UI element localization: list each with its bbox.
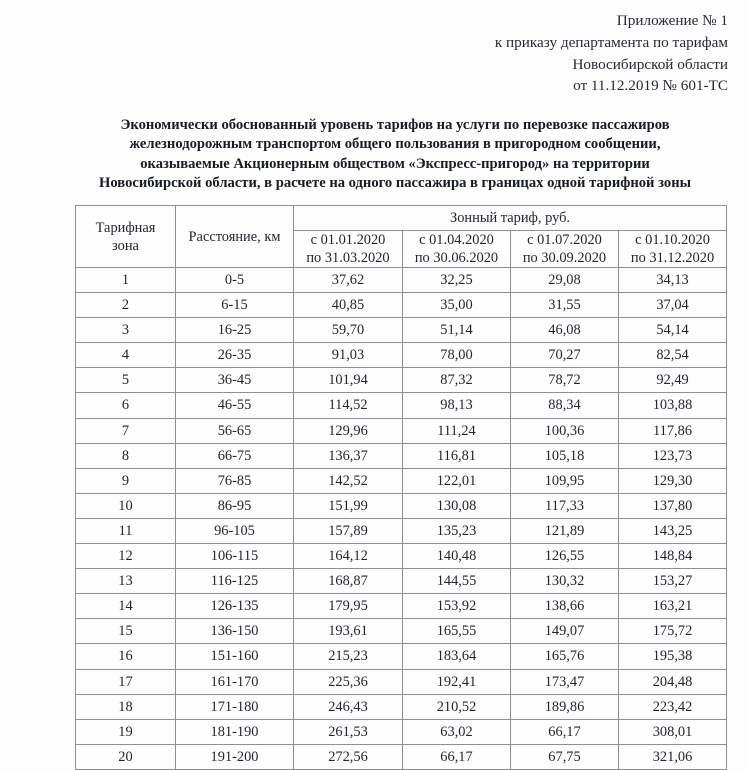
column-header-tariff-zone <box>76 206 176 268</box>
cell-p3: 70,27 <box>511 343 619 368</box>
cell-p1: 246,43 <box>294 694 403 719</box>
table-row <box>76 393 727 418</box>
cell-p2: 135,23 <box>403 518 511 543</box>
cell-p4: 321,06 <box>619 744 727 769</box>
column-header-tariff-zone-line-2: зона <box>112 237 139 254</box>
cell-zone: 10 <box>76 493 176 518</box>
table-row <box>76 318 727 343</box>
cell-p2: 51,14 <box>403 318 511 343</box>
cell-p2: 63,02 <box>403 719 511 744</box>
cell-p3: 138,66 <box>511 594 619 619</box>
cell-p1: 142,52 <box>294 468 403 493</box>
cell-distance: 151-160 <box>176 644 294 669</box>
cell-p4: 308,01 <box>619 719 727 744</box>
table-row <box>76 544 727 569</box>
table-row <box>76 694 727 719</box>
column-header-period-3 <box>511 231 619 268</box>
cell-p3: 117,33 <box>511 493 619 518</box>
cell-zone: 4 <box>76 343 176 368</box>
cell-p1: 101,94 <box>294 368 403 393</box>
cell-zone: 14 <box>76 594 176 619</box>
table-row <box>76 268 727 293</box>
cell-p2: 192,41 <box>403 669 511 694</box>
cell-distance: 161-170 <box>176 669 294 694</box>
cell-distance: 36-45 <box>176 368 294 393</box>
period-4-from: с 01.10.2020 <box>635 232 710 248</box>
cell-distance: 171-180 <box>176 694 294 719</box>
cell-zone: 2 <box>76 293 176 318</box>
cell-p2: 66,17 <box>403 744 511 769</box>
period-2-to: по 30.06.2020 <box>414 250 499 266</box>
period-3-to: по 30.09.2020 <box>522 250 607 266</box>
table-row <box>76 669 727 694</box>
cell-distance: 96-105 <box>176 518 294 543</box>
period-1-from: с 01.01.2020 <box>310 232 386 248</box>
cell-p3: 67,75 <box>511 744 619 769</box>
column-header-tariff-zone-line-1: Тарифная <box>95 219 156 236</box>
cell-p1: 164,12 <box>294 544 403 569</box>
cell-p4: 103,88 <box>619 393 727 418</box>
cell-p1: 59,70 <box>294 318 403 343</box>
cell-distance: 46-55 <box>176 393 294 418</box>
cell-p3: 173,47 <box>511 669 619 694</box>
cell-p2: 98,13 <box>403 393 511 418</box>
cell-p1: 129,96 <box>294 418 403 443</box>
table-row <box>76 518 727 543</box>
cell-p4: 37,04 <box>619 293 727 318</box>
period-3-from: с 01.07.2020 <box>527 232 602 248</box>
cell-p4: 175,72 <box>619 619 727 644</box>
cell-distance: 136-150 <box>176 619 294 644</box>
cell-zone: 11 <box>76 518 176 543</box>
cell-distance: 86-95 <box>176 493 294 518</box>
table-row <box>76 594 727 619</box>
cell-p4: 204,48 <box>619 669 727 694</box>
cell-distance: 26-35 <box>176 343 294 368</box>
cell-p3: 109,95 <box>511 468 619 493</box>
cell-distance: 0-5 <box>176 268 294 293</box>
cell-distance: 181-190 <box>176 719 294 744</box>
cell-p4: 54,14 <box>619 318 727 343</box>
cell-p2: 111,24 <box>403 418 511 443</box>
period-2-from: с 01.04.2020 <box>419 232 494 248</box>
cell-p4: 223,42 <box>619 694 727 719</box>
cell-p4: 195,38 <box>619 644 727 669</box>
period-4-to: по 31.12.2020 <box>630 250 715 266</box>
cell-zone: 17 <box>76 669 176 694</box>
document-title-line-3: оказываемые Акционерным обществом «Экспресс-пригород» на территории <box>140 155 650 172</box>
cell-distance: 6-15 <box>176 293 294 318</box>
table-header-row-1 <box>76 206 727 231</box>
table-row <box>76 468 727 493</box>
cell-p3: 149,07 <box>511 619 619 644</box>
column-header-period-1 <box>294 231 403 268</box>
cell-p4: 117,86 <box>619 418 727 443</box>
cell-distance: 116-125 <box>176 569 294 594</box>
cell-distance: 56-65 <box>176 418 294 443</box>
cell-p4: 34,13 <box>619 268 727 293</box>
table-row <box>76 368 727 393</box>
cell-p2: 32,25 <box>403 268 511 293</box>
cell-distance: 126-135 <box>176 594 294 619</box>
cell-p3: 189,86 <box>511 694 619 719</box>
cell-zone: 20 <box>76 744 176 769</box>
appendix-line-4: от 11.12.2019 № 601-ТС <box>573 77 728 95</box>
cell-p1: 40,85 <box>294 293 403 318</box>
cell-p1: 225,36 <box>294 669 403 694</box>
table-header <box>76 206 727 268</box>
cell-p1: 136,37 <box>294 443 403 468</box>
cell-p1: 272,56 <box>294 744 403 769</box>
cell-p4: 153,27 <box>619 569 727 594</box>
tariff-table <box>75 205 727 770</box>
table-row <box>76 343 727 368</box>
cell-p3: 88,34 <box>511 393 619 418</box>
cell-p3: 130,32 <box>511 569 619 594</box>
cell-zone: 16 <box>76 644 176 669</box>
cell-p4: 163,21 <box>619 594 727 619</box>
cell-p4: 137,80 <box>619 493 727 518</box>
cell-p4: 92,49 <box>619 368 727 393</box>
cell-zone: 18 <box>76 694 176 719</box>
appendix-reference-block <box>308 10 728 97</box>
document-title <box>62 116 728 194</box>
cell-p3: 100,36 <box>511 418 619 443</box>
appendix-line-1: Приложение № 1 <box>616 12 728 29</box>
cell-zone: 1 <box>76 268 176 293</box>
cell-zone: 6 <box>76 393 176 418</box>
cell-p3: 29,08 <box>511 268 619 293</box>
cell-p4: 143,25 <box>619 518 727 543</box>
cell-p1: 193,61 <box>294 619 403 644</box>
cell-p4: 123,73 <box>619 443 727 468</box>
cell-zone: 15 <box>76 619 176 644</box>
cell-zone: 12 <box>76 544 176 569</box>
cell-p1: 261,53 <box>294 719 403 744</box>
table-row <box>76 569 727 594</box>
table-row <box>76 493 727 518</box>
cell-p2: 210,52 <box>403 694 511 719</box>
cell-p3: 66,17 <box>511 719 619 744</box>
cell-zone: 7 <box>76 418 176 443</box>
cell-p2: 144,55 <box>403 569 511 594</box>
cell-p2: 183,64 <box>403 644 511 669</box>
cell-p3: 105,18 <box>511 443 619 468</box>
cell-p4: 148,84 <box>619 544 727 569</box>
cell-p3: 31,55 <box>511 293 619 318</box>
cell-p3: 78,72 <box>511 368 619 393</box>
document-title-line-2: железнодорожным транспортом общего пользования в пригородном сообщении, <box>129 136 661 153</box>
cell-p1: 151,99 <box>294 493 403 518</box>
column-header-period-2 <box>403 231 511 268</box>
cell-zone: 3 <box>76 318 176 343</box>
cell-zone: 9 <box>76 468 176 493</box>
column-header-zone-tariff-group: Зонный тариф, руб. <box>294 206 727 231</box>
table-body <box>76 268 727 770</box>
cell-p1: 37,62 <box>294 268 403 293</box>
document-title-line-4: Новосибирской области, в расчете на одного пассажира в границах одной тарифной зоны <box>99 175 691 192</box>
cell-p2: 165,55 <box>403 619 511 644</box>
cell-distance: 191-200 <box>176 744 294 769</box>
cell-distance: 16-25 <box>176 318 294 343</box>
cell-distance: 76-85 <box>176 468 294 493</box>
cell-p3: 46,08 <box>511 318 619 343</box>
table-row <box>76 744 727 769</box>
cell-p1: 114,52 <box>294 393 403 418</box>
document-title-line-1: Экономически обоснованный уровень тарифов на услуги по перевозке пассажиров <box>120 117 670 133</box>
cell-p2: 87,32 <box>403 368 511 393</box>
cell-p1: 215,23 <box>294 644 403 669</box>
cell-p2: 140,48 <box>403 544 511 569</box>
cell-p3: 121,89 <box>511 518 619 543</box>
cell-p2: 122,01 <box>403 468 511 493</box>
table-row <box>76 293 727 318</box>
cell-p2: 130,08 <box>403 493 511 518</box>
cell-p2: 153,92 <box>403 594 511 619</box>
cell-p4: 82,54 <box>619 343 727 368</box>
table-row <box>76 443 727 468</box>
appendix-line-2: к приказу департамента по тарифам <box>494 33 728 51</box>
cell-distance: 106-115 <box>176 544 294 569</box>
table-row <box>76 619 727 644</box>
table-row <box>76 418 727 443</box>
period-1-to: по 31.03.2020 <box>306 250 390 266</box>
cell-p1: 91,03 <box>294 343 403 368</box>
column-header-period-4 <box>619 231 727 268</box>
cell-zone: 5 <box>76 368 176 393</box>
table-row <box>76 719 727 744</box>
cell-zone: 13 <box>76 569 176 594</box>
cell-p3: 165,76 <box>511 644 619 669</box>
table-row <box>76 644 727 669</box>
cell-p4: 129,30 <box>619 468 727 493</box>
cell-zone: 8 <box>76 443 176 468</box>
cell-p1: 168,87 <box>294 569 403 594</box>
cell-distance: 66-75 <box>176 443 294 468</box>
appendix-line-3: Новосибирской области <box>572 55 728 73</box>
cell-p3: 126,55 <box>511 544 619 569</box>
cell-p2: 78,00 <box>403 343 511 368</box>
cell-zone: 19 <box>76 719 176 744</box>
cell-p2: 116,81 <box>403 443 511 468</box>
cell-p1: 157,89 <box>294 518 403 543</box>
cell-p1: 179,95 <box>294 594 403 619</box>
cell-p2: 35,00 <box>403 293 511 318</box>
column-header-distance: Расстояние, км <box>176 206 294 268</box>
